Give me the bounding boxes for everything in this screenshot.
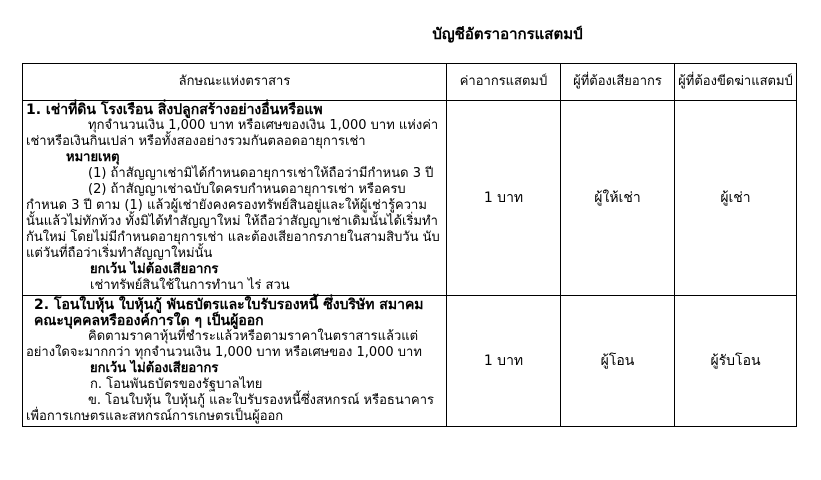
exempt-item: เช่าทรัพย์สินใช้ในการทำนา ไร่ สวน (90, 278, 290, 293)
note-item: (1) ถ้าสัญญาเช่ามิได้กำหนดอายุการเช่าให้ถือว่ามีกำหนด 3 ปี (88, 166, 434, 181)
table-row (23, 296, 797, 427)
table-row (23, 101, 797, 296)
payer-cell: ผู้โอน (561, 296, 675, 427)
stamp-duty-table (22, 63, 797, 427)
table-header-row (23, 64, 797, 101)
payer-cell: ผู้ให้เช่า (561, 101, 675, 296)
duty-cell: 1 บาท (447, 296, 561, 427)
canceller-cell: ผู้เช่า (675, 101, 797, 296)
row-description: ทุกจำนวนเงิน 1,000 บาท หรือเศษของเงิน 1,000 บาท แห่งค่าเช่าหรือเงินกินเปล่า หรือทั้งสองอย่างรวมกันตลอดอายุการเช่า (26, 118, 439, 149)
row-heading: 1. เช่าที่ดิน โรงเรือน สิ่งปลูกสร้างอย่างอื่นหรือแพ (26, 102, 323, 118)
instrument-cell (23, 101, 447, 296)
exempt-label: ยกเว้น ไม่ต้องเสียอากร (90, 262, 219, 277)
col-header-duty: ค่าอากรแสตมป์ (447, 64, 561, 101)
note-item: (2) ถ้าสัญญาเช่าฉบับใดครบกำหนดอายุการเช่า หรือครบกำหนด 3 ปี ตาม (1) แล้วผู้เช่ายังคงครองทรัพย์สินอยู่และให้ผู้เช่ารู้ความนั้นแล้วไม่ทักท้วง ทั้งมิได้ทำสัญญาใหม่ ให้ถือว่าสัญญาเช่าเดิมนั้นได้เริ่มทำกันใหม่ โดยไม่มีกำหนดอายุการเช่า และต้องเสียอากรภายในสามสิบวัน นับแต่วันที่ถือว่าเริ่มทำสัญญาใหม่นั้น (26, 182, 440, 261)
duty-cell: 1 บาท (447, 101, 561, 296)
row-heading: 2. โอนใบหุ้น ใบหุ้นกู้ พันธบัตรและใบรับรองหนี้ ซึ่งบริษัท สมาคม คณะบุคคลหรือองค์การใด ๆ เป็นผู้ออก (34, 297, 424, 329)
col-header-canceller: ผู้ที่ต้องขีดฆ่าแสตมป์ (675, 64, 797, 101)
col-header-instrument: ลักษณะแห่งตราสาร (23, 64, 447, 101)
instrument-cell (23, 296, 447, 427)
page-title: บัญชีอัตราอากรแสตมป์ (432, 25, 583, 43)
canceller-cell: ผู้รับโอน (675, 296, 797, 427)
exempt-item: ข. โอนใบหุ้น ใบหุ้นกู้ และใบรับรองหนี้ซึ่งสหกรณ์ หรือธนาคารเพื่อการเกษตรและสหกรณ์การเกษตรเป็นผู้ออก (26, 393, 435, 424)
row-description: คิดตามราคาหุ้นที่ชำระแล้วหรือตามราคาในตราสารแล้วแต่อย่างใดจะมากกว่า ทุกจำนวนเงิน 1,000 บาท หรือเศษของ 1,000 บาท (26, 329, 422, 360)
exempt-label: ยกเว้น ไม่ต้องเสียอากร (90, 361, 219, 376)
col-header-payer: ผู้ที่ต้องเสียอากร (561, 64, 675, 101)
note-label: หมายเหตุ (66, 150, 120, 165)
exempt-item: ก. โอนพันธบัตรของรัฐบาลไทย (90, 377, 263, 392)
